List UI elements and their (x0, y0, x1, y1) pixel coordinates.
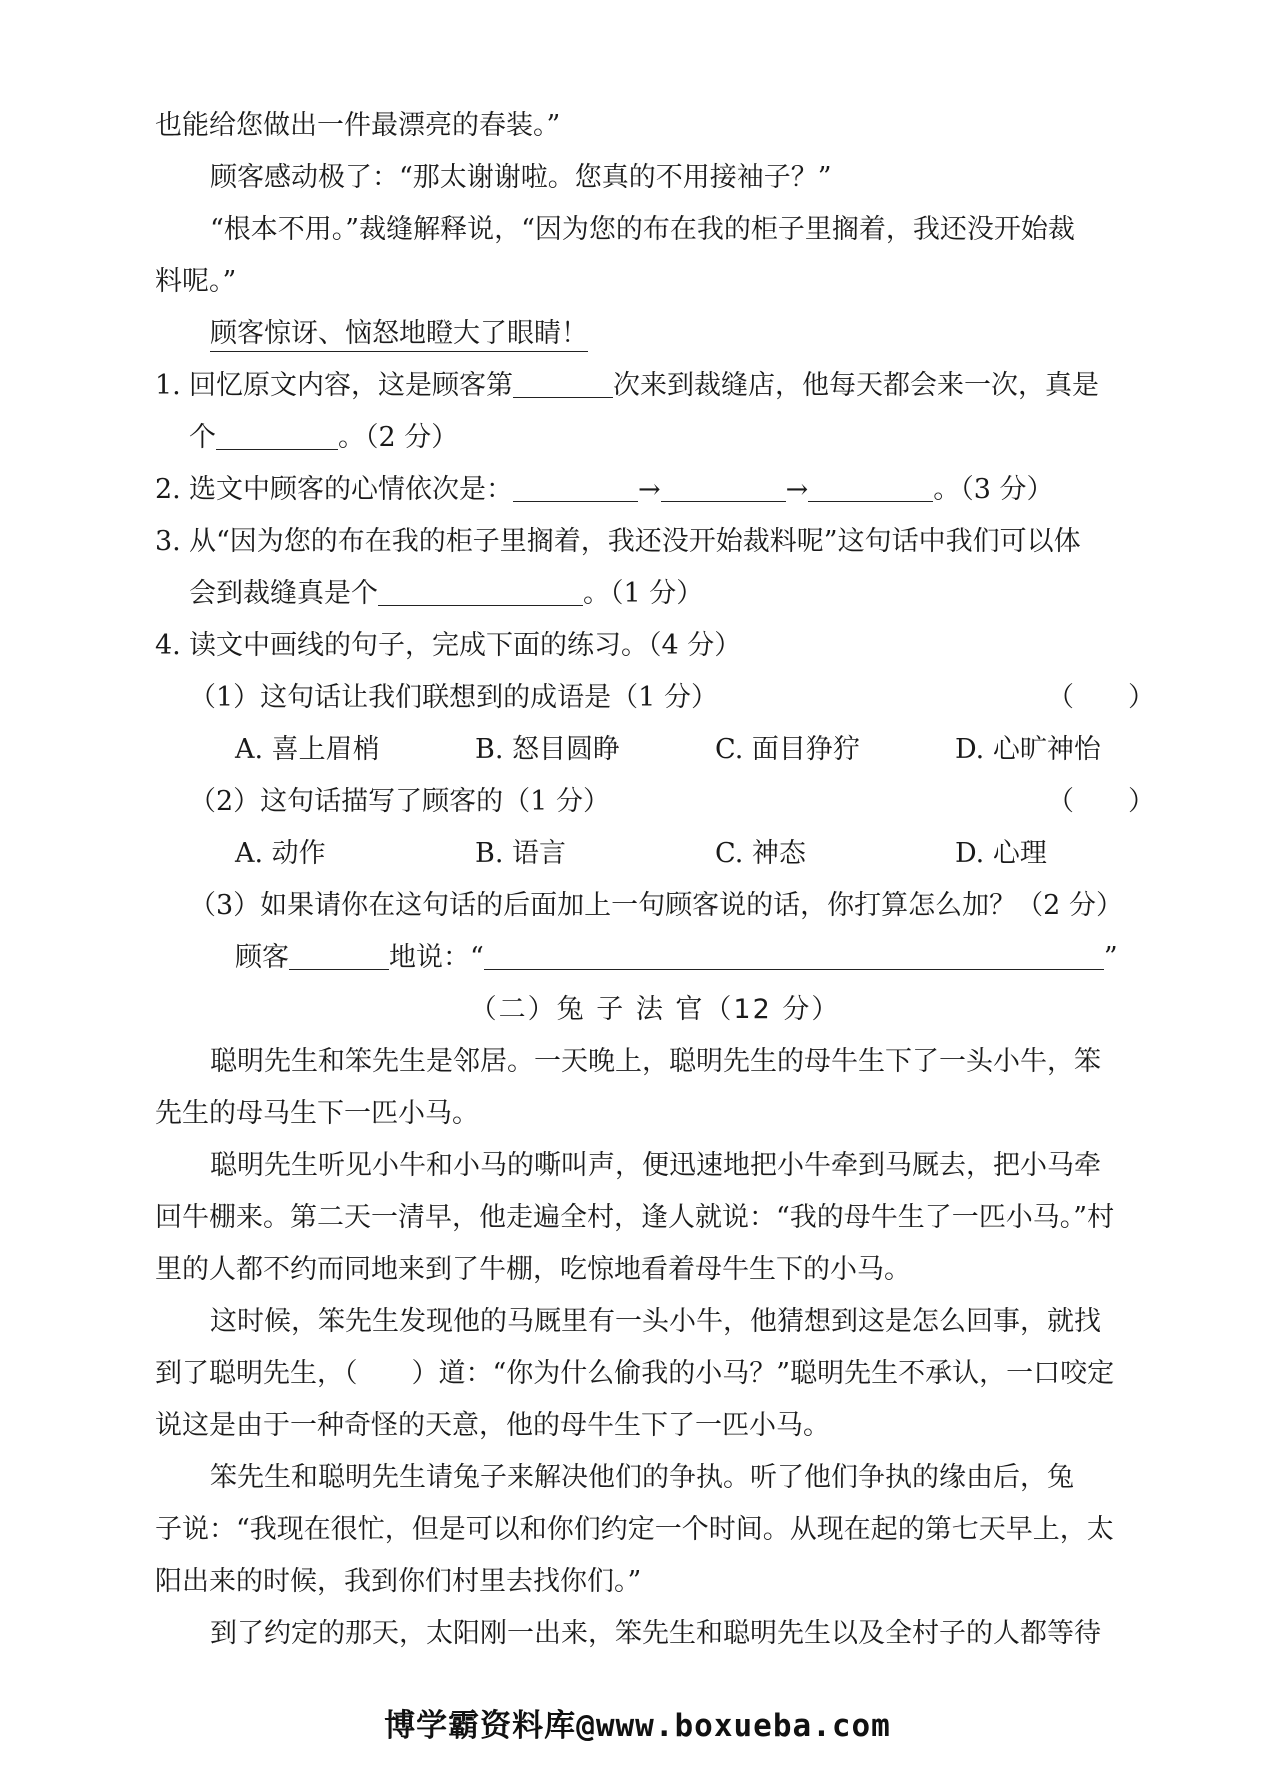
story-line: 顾客感动极了：“那太谢谢啦。您真的不用接袖子？” (210, 162, 832, 193)
question-4-3-answer (155, 932, 1155, 984)
worksheet-page (155, 100, 1155, 1660)
paragraph-line: 先生的母马生下一匹小马。 (155, 1098, 479, 1129)
question-3 (155, 516, 1155, 568)
question-4 (155, 620, 1155, 672)
question-4-3 (155, 880, 1155, 932)
options-row (155, 828, 1155, 880)
story-line: “根本不用。”裁缝解释说，“因为您的布在我的柜子里搁着，我还没开始裁 (210, 214, 1075, 245)
answer-paren[interactable]: （ ） (1047, 682, 1155, 713)
option-a[interactable]: A. 喜上眉梢 (235, 734, 380, 765)
question-2 (155, 464, 1155, 516)
paragraph-line: 阳出来的时候，我到你们村里去找你们。” (155, 1566, 642, 1597)
paragraph-line: 聪明先生听见小牛和小马的嘶叫声，便迅速地把小牛牵到马厩去，把小马牵 (210, 1150, 1101, 1181)
question-number: 1. (155, 370, 181, 401)
option-b[interactable]: B. 语言 (475, 838, 567, 869)
paragraph-line: 说这是由于一种奇怪的天意，他的母牛生下了一匹小马。 (155, 1410, 830, 1441)
story-line: 也能给您做出一件最漂亮的春装。” (155, 110, 561, 141)
paragraph-line: 笨先生和聪明先生请兔子来解决他们的争执。听了他们争执的缘由后，兔 (210, 1462, 1074, 1493)
answer-blank[interactable] (808, 467, 933, 502)
question-number: 2. (155, 474, 181, 505)
question-4-2 (155, 776, 1155, 828)
options-row (155, 724, 1155, 776)
question-text: 选文中顾客的心情依次是： (189, 474, 513, 505)
question-text: 。（1 分） (583, 578, 704, 609)
option-c[interactable]: C. 面目狰狞 (715, 734, 860, 765)
watermark: 博学霸资料库@www.boxueba.com (384, 1708, 891, 1744)
question-text: 。（3 分） (933, 474, 1054, 505)
question-3-cont (155, 568, 1155, 620)
answer-blank[interactable] (378, 571, 583, 606)
arrow: → (785, 474, 809, 505)
question-number: 3. (155, 526, 181, 557)
paragraph-line: 聪明先生和笨先生是邻居。一天晚上，聪明先生的母牛生下了一头小牛，笨 (210, 1046, 1101, 1077)
story-line: 料呢。” (155, 266, 237, 297)
answer-blank[interactable] (661, 467, 786, 502)
option-d[interactable]: D. 心理 (955, 838, 1047, 869)
question-text: 从“因为您的布在我的柜子里搁着，我还没开始裁料呢”这句话中我们可以体 (189, 526, 1081, 557)
answer-blank[interactable] (513, 363, 613, 398)
question-number: 4. (155, 630, 181, 661)
underlined-sentence: 顾客惊讶、恼怒地瞪大了眼睛！ (210, 318, 588, 352)
paragraph-line: 这时候，笨先生发现他的马厩里有一头小牛，他猜想到这是怎么回事，就找 (210, 1306, 1101, 1337)
sub-question-text: （2）这句话描写了顾客的（1 分） (189, 786, 610, 817)
question-1-cont (155, 412, 1155, 464)
question-1 (155, 360, 1155, 412)
answer-blank[interactable] (289, 935, 389, 970)
answer-blank[interactable] (513, 467, 638, 502)
answer-blank[interactable] (216, 415, 338, 450)
answer-paren[interactable]: （ ） (1047, 786, 1155, 817)
option-a[interactable]: A. 动作 (235, 838, 326, 869)
answer-suffix: ” (1103, 942, 1118, 973)
question-4-1 (155, 672, 1155, 724)
paragraph-line: 里的人都不约而同地来到了牛棚，吃惊地看着母牛生下的小马。 (155, 1254, 911, 1285)
arrow: → (638, 474, 661, 505)
paragraph-line: 到了聪明先生，（ ）道：“你为什么偷我的小马？”聪明先生不承认，一口咬定 (155, 1358, 1115, 1389)
paragraph-line: 子说：“我现在很忙，但是可以和你们约定一个时间。从现在起的第七天早上，太 (155, 1514, 1114, 1545)
sub-question-text: （1）这句话让我们联想到的成语是（1 分） (189, 682, 718, 713)
question-text: 。（2 分） (338, 422, 459, 453)
story-line (155, 308, 1155, 360)
paragraph-line: 回牛棚来。第二天一清早，他走遍全村，逢人就说：“我的母牛生了一匹小马。”村 (155, 1202, 1115, 1233)
question-text: 次来到裁缝店，他每天都会来一次，真是 (613, 370, 1099, 401)
question-text: 个 (189, 422, 216, 453)
option-d[interactable]: D. 心旷神怡 (955, 734, 1101, 765)
option-b[interactable]: B. 怒目圆睁 (475, 734, 621, 765)
question-text: 回忆原文内容，这是顾客第 (189, 370, 513, 401)
section-title: （二）兔 子 法 官（12 分） (469, 994, 841, 1025)
sub-question-text: （3）如果请你在这句话的后面加上一句顾客说的话，你打算怎么加？（2 分） (189, 890, 1123, 921)
option-c[interactable]: C. 神态 (715, 838, 806, 869)
answer-blank[interactable] (484, 935, 1104, 970)
question-text: 读文中画线的句子，完成下面的练习。（4 分） (189, 630, 742, 661)
paragraph-line: 到了约定的那天，太阳刚一出来，笨先生和聪明先生以及全村子的人都等待 (210, 1618, 1101, 1649)
question-text: 会到裁缝真是个 (189, 578, 378, 609)
answer-mid: 地说：“ (389, 942, 484, 973)
answer-prefix: 顾客 (235, 942, 289, 973)
